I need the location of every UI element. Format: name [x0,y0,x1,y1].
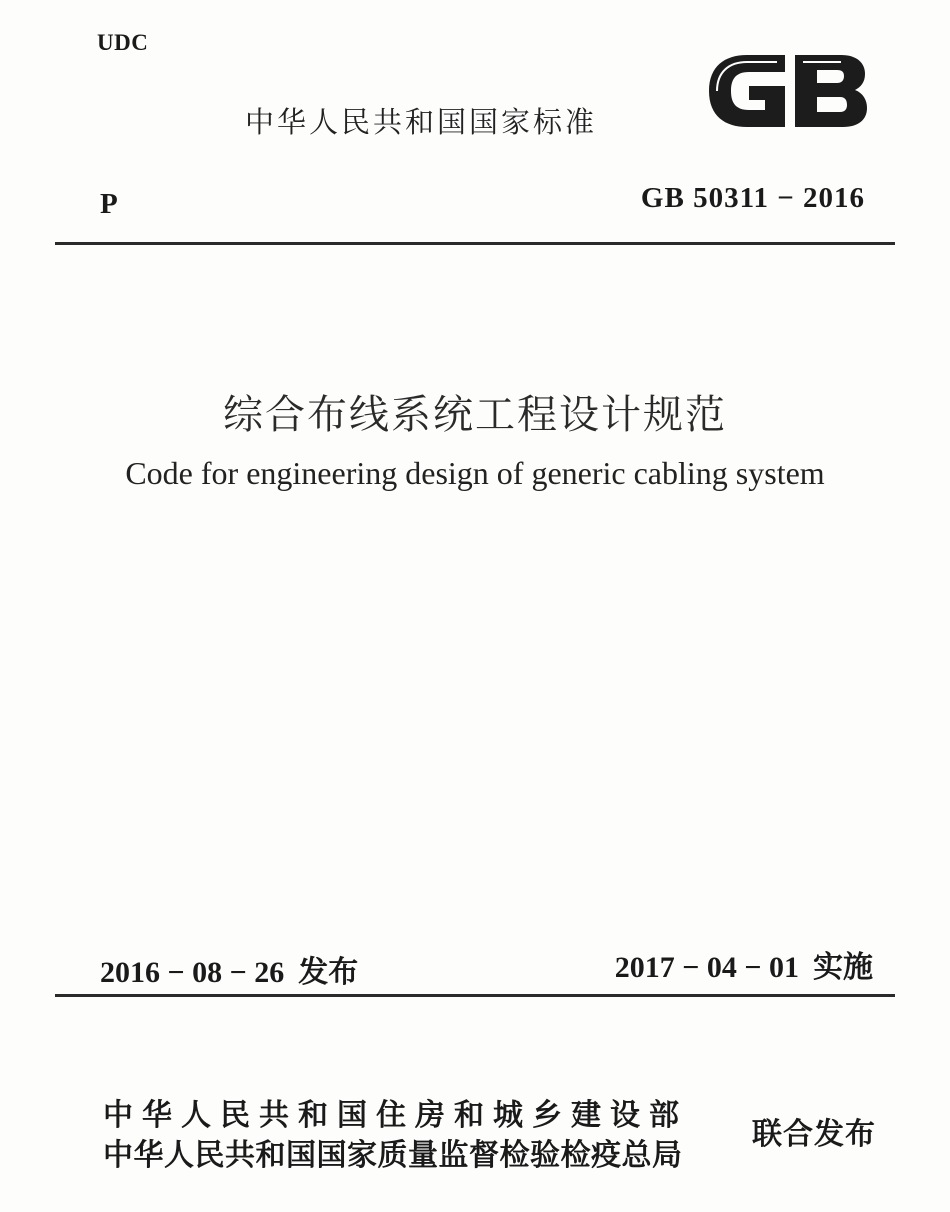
issue-label: 发布 [298,955,359,990]
gb-logo-icon [703,50,871,132]
national-standard-heading: 中华人民共和国国家标准 [245,105,598,139]
title-chinese: 综合布线系统工程设计规范 [223,392,727,438]
category-code: P [100,188,118,220]
issue-date-line [100,947,358,991]
implementation-label: 实施 [813,950,873,985]
issuer-aqsiq: 中华人民共和国国家质量监督检验检疫总局 [103,1138,683,1173]
title-english: Code for engineering design of generic cabling system [125,455,825,491]
issue-date: 2016 − 08 − 26 [100,956,285,989]
standard-number: GB 50311 − 2016 [640,182,865,214]
implementation-date: 2017 − 04 − 01 [614,951,799,984]
joint-issue-label: 联合发布 [752,1117,876,1152]
implementation-date-line [615,942,873,986]
udc-label: UDC [97,30,149,55]
bottom-divider [55,994,895,997]
issuer-ministry: 中华人民共和国住房和城乡建设部 [103,1098,688,1133]
top-divider [55,242,895,245]
